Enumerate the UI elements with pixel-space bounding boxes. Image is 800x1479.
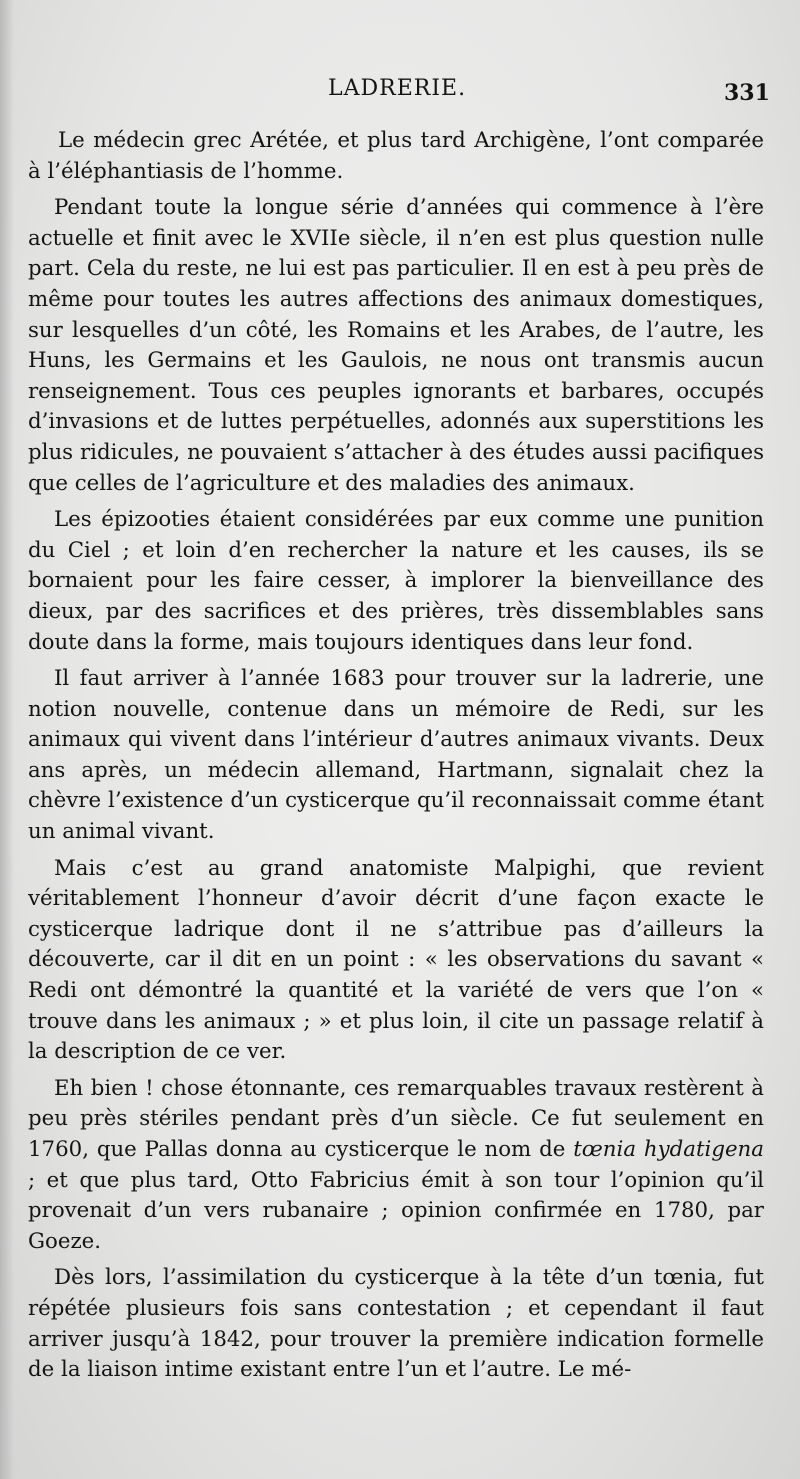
paragraph [28,1074,764,1258]
page-number: 331 [724,80,770,106]
paragraph: Dès lors, l’assimilation du cysticerque à la tête d’un tœnia, fut répétée plusieurs fois sans contestation ; et cependant il faut arriver jusqu’à 1842, pour trouver la première indication formelle de la liaison intime existant entre l’un et l’autre. Le mé- [28,1265,764,1383]
paragraph: Mais c’est au grand anatomiste Malpighi, que revient véritablement l’honneur d’avoir décrit d’une façon exacte le cysticerque ladrique dont il ne s’attribue pas d’ailleurs la découverte, car il dit en un point : « les observations du savant « Redi ont démontré la quantité et la variété de vers que l’on « trouve dans les animaux ; » et plus loin, il cite un passage relatif à la description de ce ver. [28,855,764,1065]
paragraph: Le médecin grec Arétée, et plus tard Archigène, l’ont comparée à l’éléphantiasis de l’homme. [28,128,764,184]
paragraph: Pendant toute la longue série d’années qui commence à l’ère actuelle et finit avec le XVIIe siècle, il n’en est plus question nulle part. Cela du reste, ne lui est pas particulier. Il en est à peu près de même pour toutes les autres affections des animaux domestiques, sur lesquelles d’un côté, les Romains et les Arabes, de l’autre, les Huns, les Germains et les Gaulois, ne nous ont transmis aucun renseignement. Tous ces peuples ignorants et barbares, occupés d’invasions et de luttes perpétuelles, adonnés aux superstitions les plus ridicules, ne pouvaient s’attacher à des études aussi pacifiques que celles de l’agriculture et des maladies des animaux. [28,195,764,496]
body-text [28,126,764,1392]
paragraph: Il faut arriver à l’année 1683 pour trouver sur la ladrerie, une notion nouvelle, contenue dans un mémoire de Redi, sur les animaux qui vivent dans l’intérieur d’autres animaux vivants. Deux ans après, un médecin allemand, Hartmann, signalait chez la chèvre l’existence d’un cysticerque qu’il reconnaissait comme étant un animal vivant. [28,666,764,845]
page-edge-shadow [0,0,14,1479]
italic-species-name: tœnia hydatigena [573,1137,764,1162]
paragraph: Les épizooties étaient considérées par eux comme une punition du Ciel ; et loin d’en rechercher la nature et les causes, ils se bornaient pour les faire cesser, à implorer la bienveillance des dieux, par des sacrifices et des prières, très dissemblables sans doute dans la forme, mais toujours identiques dans leur fond. [28,507,764,655]
page-header [0,74,800,108]
running-title: LADRERIE. [328,76,467,101]
paragraph-text: ; et que plus tard, Otto Fabricius émit à son tour l’opinion qu’il provenait d’un vers rubanaire ; opinion confirmée en 1780, par Goeze. [28,1167,764,1254]
paragraph-text: Eh bien ! chose étonnante, ces remarquables travaux restèrent à peu près stériles pendant près d’un siècle. Ce fut seulement en 1760, que Pallas donna au cysticerque le nom de [28,1075,764,1162]
